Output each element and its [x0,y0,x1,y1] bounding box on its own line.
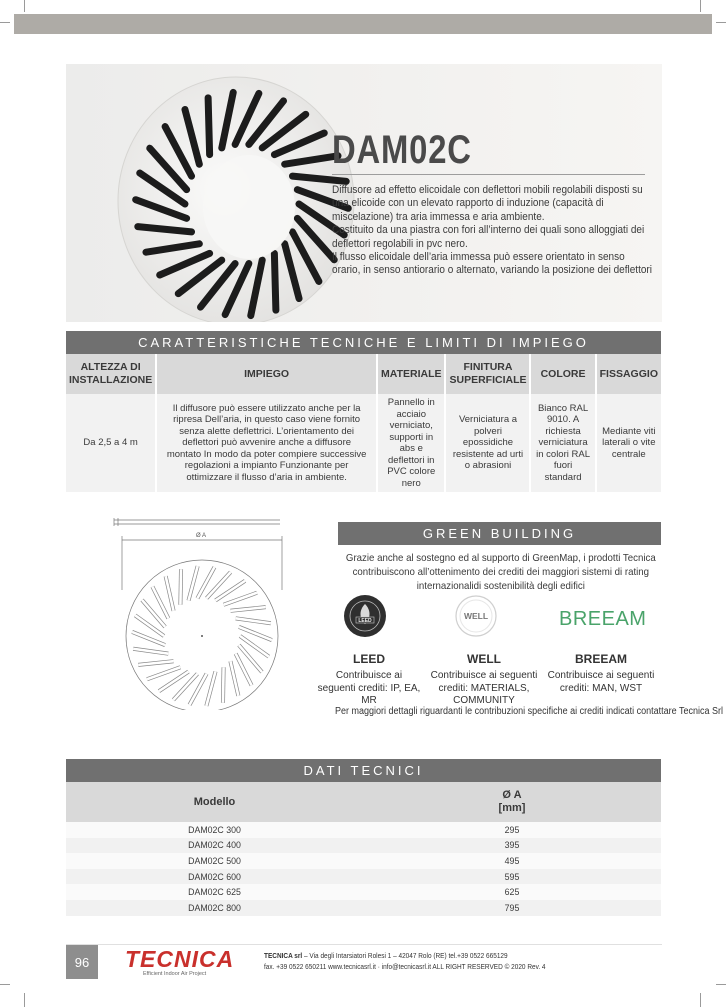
drawing-slot-inner [138,661,173,665]
specs-header-cell: ALTEZZA DI INSTALLAZIONE [66,354,157,394]
crop-mark [700,993,701,1007]
green-building-intro: Grazie anche al sostegno ed al supporto di GreenMap, i prodotti Tecnica contribuiscono all’ottenimento dei crediti dei maggiori sistemi di rating internazionalidi sostenibilità degli edifici [345,553,656,592]
cert-leed [316,652,422,708]
table-row [66,853,661,869]
table-row [66,822,661,838]
drawing-slot-inner [206,672,215,706]
top-banner [14,14,712,34]
drawing-slot-inner [230,661,238,696]
dimension-label: Ø A [196,533,207,539]
diffuser-photo [66,64,356,322]
diameter-cell: 395 [363,838,661,854]
specs-table [66,354,661,492]
diameter-cell: 625 [363,884,661,900]
model-cell: DAM02C 500 [66,853,363,869]
cert-credits: Contribuisce ai seguenti crediti: IP, EA, MR [317,670,421,706]
crop-mark [0,22,10,23]
crop-mark [700,0,701,12]
model-header: Modello [66,782,363,822]
product-title: DAM02C [332,128,472,172]
model-cell: DAM02C 800 [66,900,363,916]
deflector-slot [208,98,210,155]
cert-credits: Contribuisce ai seguenti crediti: MATERIALS, COMMUNITY [430,670,538,706]
page-number: 96 [66,945,98,979]
cert-well [428,652,540,708]
cert-breeam [545,652,657,695]
deflector-slot [274,253,276,310]
drawing-slot-inner [230,607,265,611]
crop-mark [716,22,726,23]
specs-header-row [66,354,661,394]
cert-name: LEED [352,652,385,666]
leed-logo-icon [343,594,387,638]
model-cell: DAM02C 600 [66,869,363,885]
specs-cell: Verniciatura a polveri epossidiche resistente ad urti o abrasioni [446,394,531,492]
green-building-footnote: Per maggiori dettagli riguardanti le contribuzioni specifiche ai crediti indicati contattare Tecnica Srl [335,706,724,717]
specs-header-cell: FISSAGGIO [597,354,661,394]
cert-name: BREEAM [574,652,627,666]
technical-drawing [110,510,290,710]
diameter-header-label: Ø A [502,789,522,801]
drawing-slot-inner [223,667,224,703]
drawing-slot-inner [224,593,257,605]
crop-mark [0,984,10,985]
specs-header-cell: MATERIALE [378,354,446,394]
company-name: TECNICA srl [264,951,303,960]
crop-mark [24,993,25,1007]
specs-cell: Da 2,5 a 4 m [66,394,157,492]
diameter-cell: 595 [363,869,661,885]
specs-header-cell: IMPIEGO [157,354,378,394]
diameter-cell: 495 [363,853,661,869]
drawing-slot-inner [147,667,180,679]
cert-name: WELL [467,652,501,666]
model-cell: DAM02C 625 [66,884,363,900]
tech-data-header-row [66,782,661,822]
specs-header-cell: FINITURA SUPERFICIALE [446,354,531,394]
description-paragraph: Costituito da una piastra con fori all’interno dei quali sono alloggiati dei deflettori regolabili in pvc nero. [332,224,645,250]
specs-cell: Bianco RAL 9010. A richiesta verniciatura in colori RAL fuori standard [531,394,596,492]
drawing-slot-inner [180,569,181,605]
description-paragraph: Il flusso elicoidale dell’aria immessa può essere orientato in senso orario, in senso antiorario o alternato, variando la posizione dei deflettori [332,251,653,277]
well-logo-icon [454,594,498,638]
leed-logo-text: LEED [358,618,372,624]
contact-line: fax. +39 0522 650211 www.tecnicasrl.it · info@tecnicasrl.it ALL RIGHT RESERVED © 2020 Rev. 4 [264,961,546,971]
company-address [264,951,546,972]
crop-mark [24,0,25,12]
drawing-slot-inner [189,566,198,600]
specs-row [66,394,661,492]
diameter-cell: 795 [363,900,661,916]
specs-cell: Mediante viti laterali o vite centrale [597,394,661,492]
crop-mark [716,984,726,985]
footer-divider [66,944,662,945]
specs-cell: Il diffusore può essere utilizzato anche per la ripresa Dell’aria, in questo caso viene fornito senza alette deflettrici. L’orientamento dei deflettori può avvenire anche a diffusore montato In modo da poter compiere successive regolazioni a impianto Funzionante per ottimizzare il flusso d’aria in ambiente. [157,394,378,492]
green-building-title: GREEN BUILDING [338,522,661,545]
table-row [66,884,661,900]
tecnica-logo: TECNICA [125,946,235,972]
cert-credits: Contribuisce ai seguenti crediti: MAN, WST [547,670,655,694]
well-logo-text: WELL [463,611,489,621]
logo-tagline: Efficient Indoor Air Project [143,971,207,977]
diameter-header-unit: [mm] [498,802,526,814]
diameter-header [363,782,661,822]
diameter-cell: 295 [363,822,661,838]
table-row [66,838,661,854]
model-cell: DAM02C 300 [66,822,363,838]
address-line: – Via degli Intarsiatori Rolesi 1 – 42047 Rolo (RE) tel.+39 0522 665129 [302,951,508,960]
breeam-logo: BREEAM [559,608,647,630]
drawing-slot-inner [166,576,174,611]
product-description [332,184,653,278]
specs-cell: Pannello in acciaio verniciato, supporti in abs e deflettori in PVC colore nero [378,394,446,492]
table-row [66,869,661,885]
description-paragraph: Diffusore ad effetto elicoidale con deflettori mobili regolabili disposti su una elicoide con un elevato rapporto di induzione (capacità di miscelazione) tra aria immessa e aria ambiente. [332,184,643,223]
tech-data-table [66,782,661,916]
tech-data-title: DATI TECNICI [66,759,661,782]
specs-section-title: CARATTERISTICHE TECNICHE E LIMITI DI IMPIEGO [66,331,661,354]
model-cell: DAM02C 400 [66,838,363,854]
specs-header-cell: COLORE [531,354,596,394]
title-divider [332,174,645,175]
table-row [66,900,661,916]
